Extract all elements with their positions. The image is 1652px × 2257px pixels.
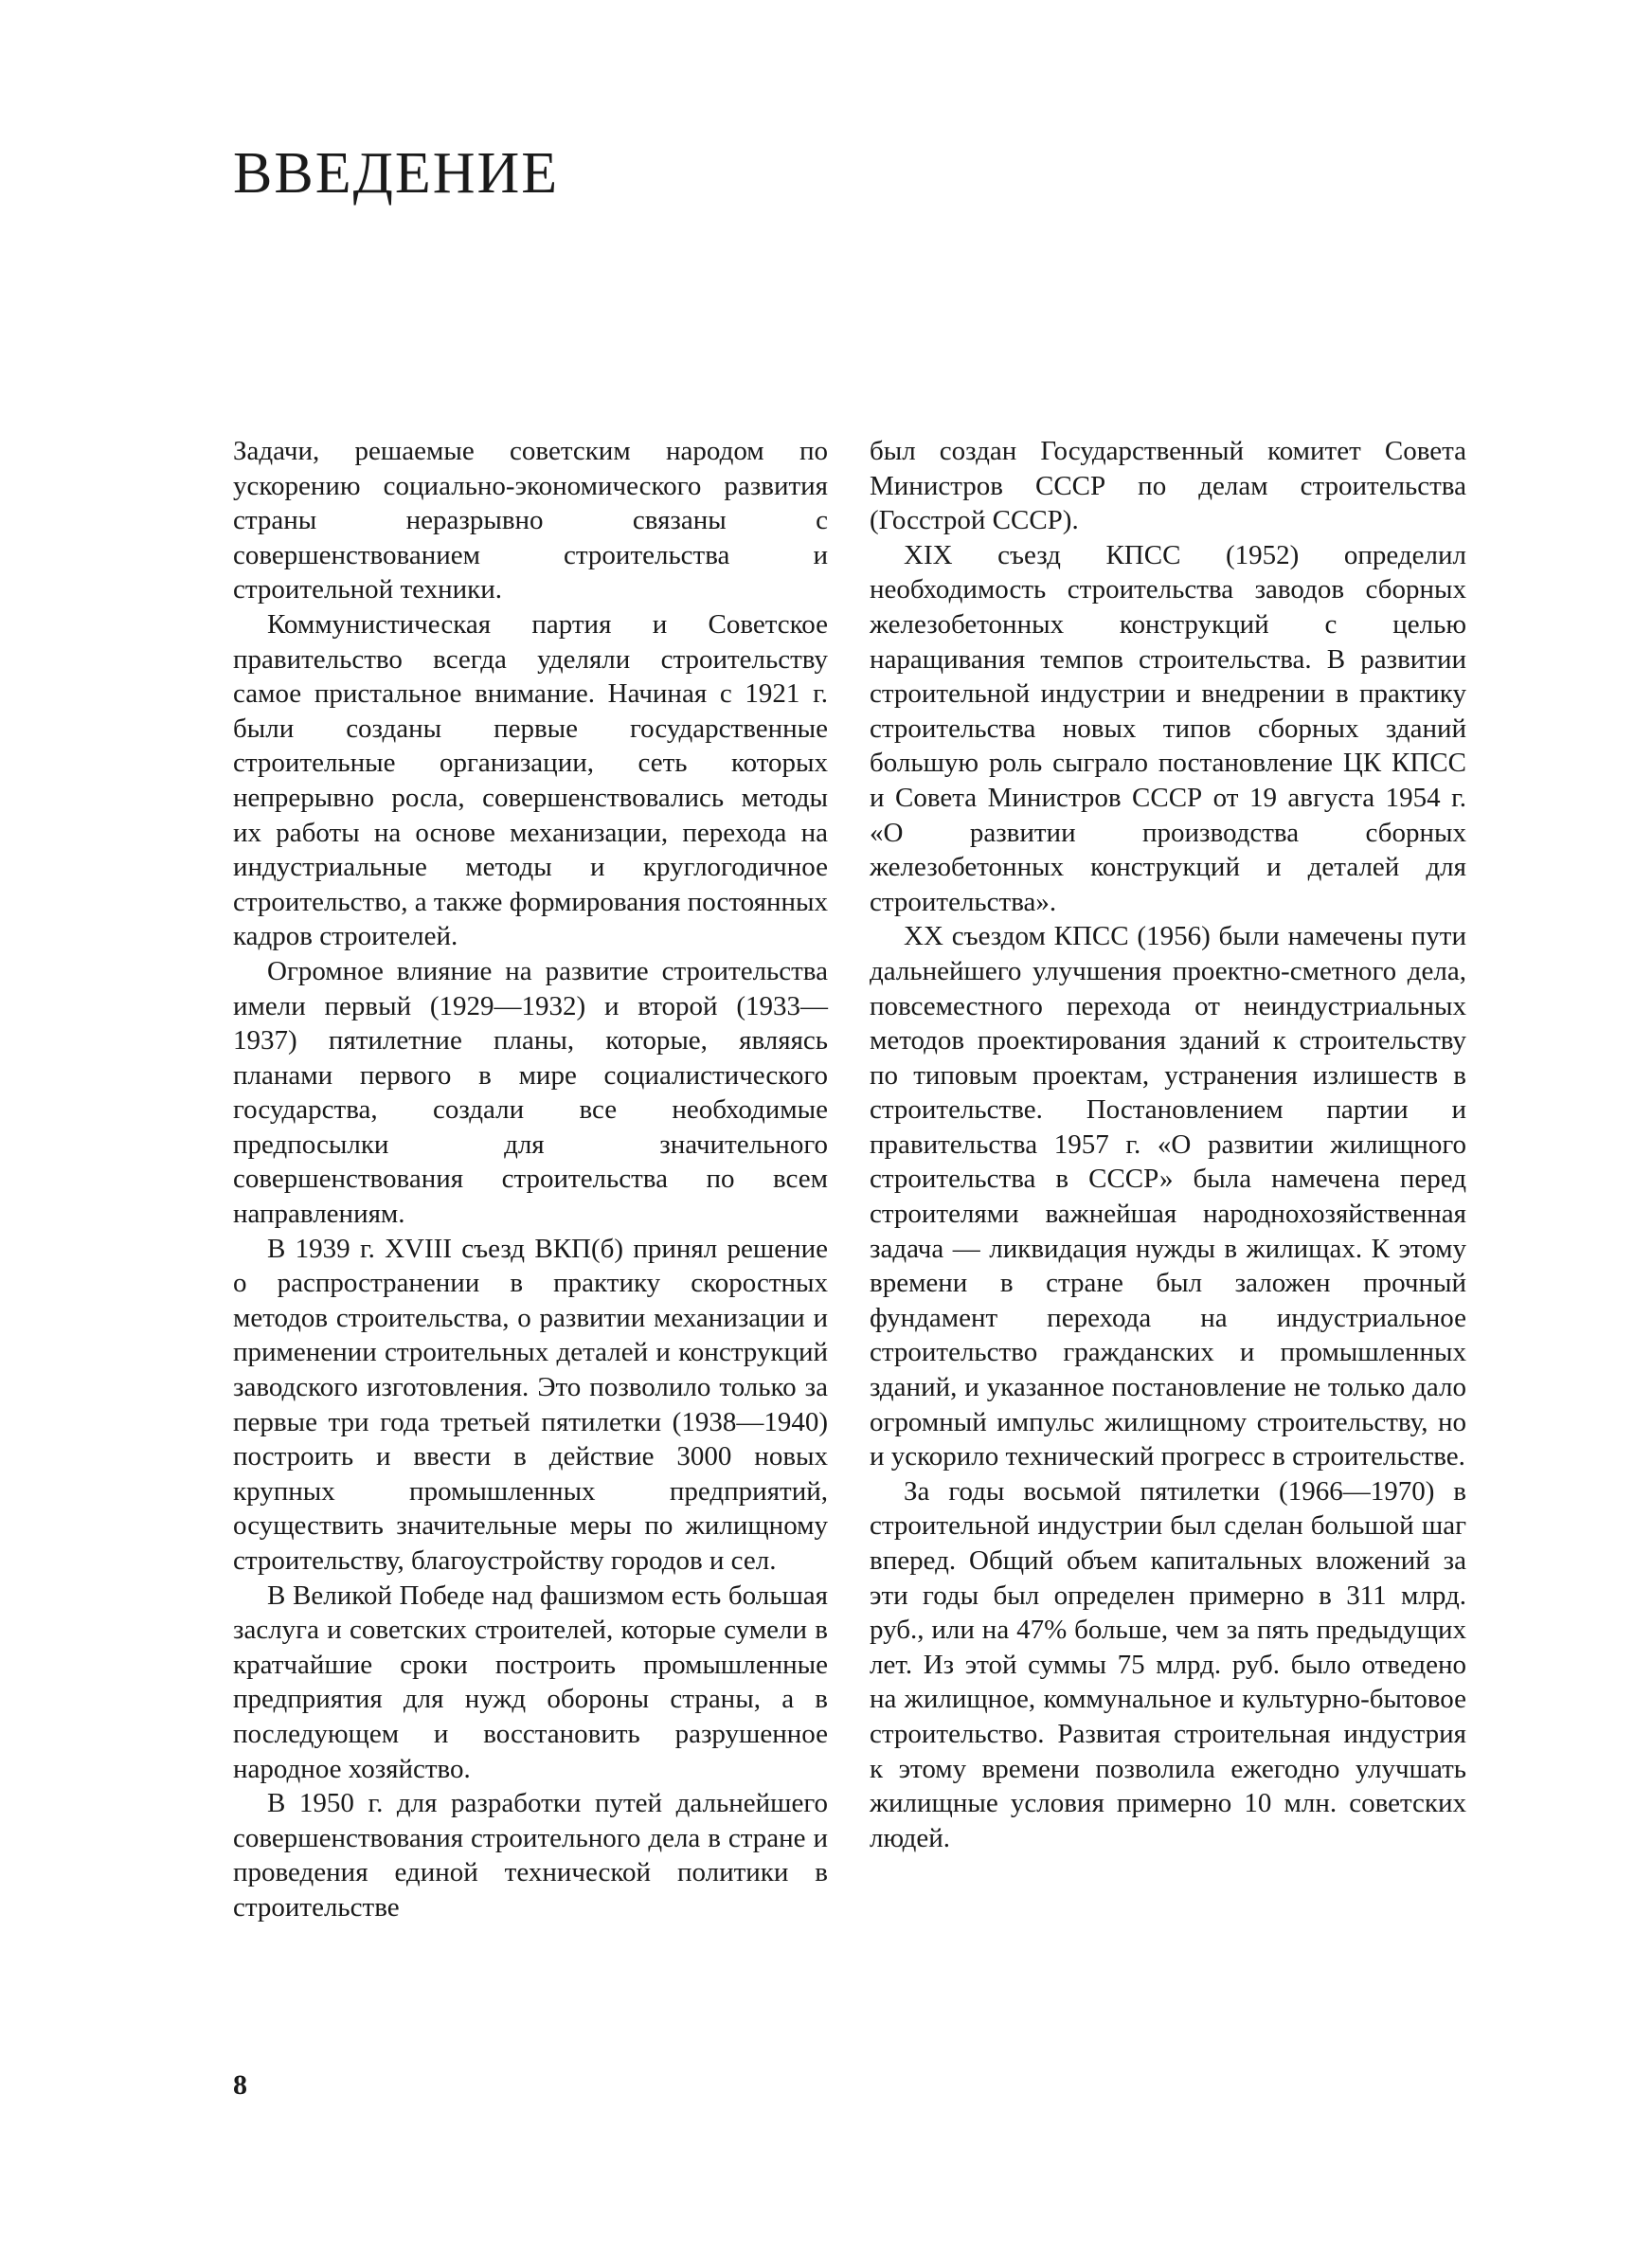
paragraph: В 1950 г. для разработки путей дальнейшего совершенствования строительного дела в стране и проведения единой технической политики в строительстве (233, 1788, 828, 1923)
right-text-column (870, 434, 1466, 1855)
page-number: 8 (233, 2069, 247, 2101)
paragraph: Задачи, решаемые советским народом по ускорению социально-экономического развития страны неразрывно связаны с совершенствованием строительства и строительной техники. (233, 436, 828, 605)
paragraph: В 1939 г. XVIII съезд ВКП(б) принял решение о распространении в практику скоростных методов строительства, о развитии механизации и применении строительных деталей и конструкций заводского изготовления. Это позволило только за первые три года третьей пятилетки (1938—1940) построить и ввести в действие 3000 новых крупных промышленных предприятий, осуществить значительные меры по жилищному строительству, благоустройству городов и сел. (233, 1233, 828, 1576)
paragraph: XIX съезд КПСС (1952) определил необходимость строительства заводов сборных железобетонных конструкций с целью наращивания темпов строительства. В развитии строительной индустрии и внедрении в практику строительства новых типов сборных зданий большую роль сыграло постановление ЦК КПСС и Совета Министров СССР от 19 августа 1954 г. «О развитии производства сборных железобетонных конструкций и деталей для строительства». (870, 539, 1466, 917)
chapter-title: ВВЕДЕНИЕ (233, 141, 560, 206)
paragraph: был создан Государственный комитет Совета Министров СССР по делам строительства (Госстрой СССР). (870, 436, 1466, 536)
left-text-column (233, 434, 828, 1925)
paragraph: За годы восьмой пятилетки (1966—1970) в строительной индустрии был сделан большой шаг вперед. Общий объем капитальных вложений за эти годы был определен примерно в 311 млрд. руб., или на 47% больше, чем за пять предыдущих лет. Из этой суммы 75 млрд. руб. было отведено на жилищное, коммунальное и культурно-бытовое строительство. Развитая строительная индустрия к этому времени позволила ежегодно улучшать жилищные условия примерно 10 млн. советских людей. (870, 1475, 1466, 1853)
paragraph: XX съездом КПСС (1956) были намечены пути дальнейшего улучшения проектно-сметного дела, повсеместного перехода от неиндустриальных методов проектирования зданий к строительству по типовым проектам, устранения излишеств в строительстве. Постановлением партии и правительства 1957 г. «О развитии жилищного строительства в СССР» была намечена перед строителями важнейшая народнохозяйственная задача — ликвидация нужды в жилищах. К этому времени в стране был заложен прочный фундамент перехода на индустриальное строительство гражданских и промышленных зданий, и указанное постановление не только дало огромный импульс жилищному строительству, но и ускорило технический прогресс в строительстве. (870, 921, 1466, 1472)
paragraph: В Великой Победе над фашизмом есть большая заслуга и советских строителей, которые сумели в кратчайшие сроки построить промышленные предприятия для нужд обороны страны, а в последующем и восстановить разрушенное народное хозяйство. (233, 1580, 828, 1784)
paragraph: Коммунистическая партия и Советское правительство всегда уделяли строительству самое пристальное внимание. Начиная с 1921 г. были созданы первые государственные строительные организации, сеть которых непрерывно росла, совершенствовались методы их работы на основе механизации, перехода на индустриальные методы и круглогодичное строительство, а также формирования постоянных кадров строителей. (233, 608, 828, 952)
paragraph: Огромное влияние на развитие строительства имели первый (1929—1932) и второй (1933—1937) пятилетние планы, которые, являясь планами первого в мире социалистического государства, создали все необходимые предпосылки для значительного совершенствования строительства по всем направлениям. (233, 955, 828, 1230)
